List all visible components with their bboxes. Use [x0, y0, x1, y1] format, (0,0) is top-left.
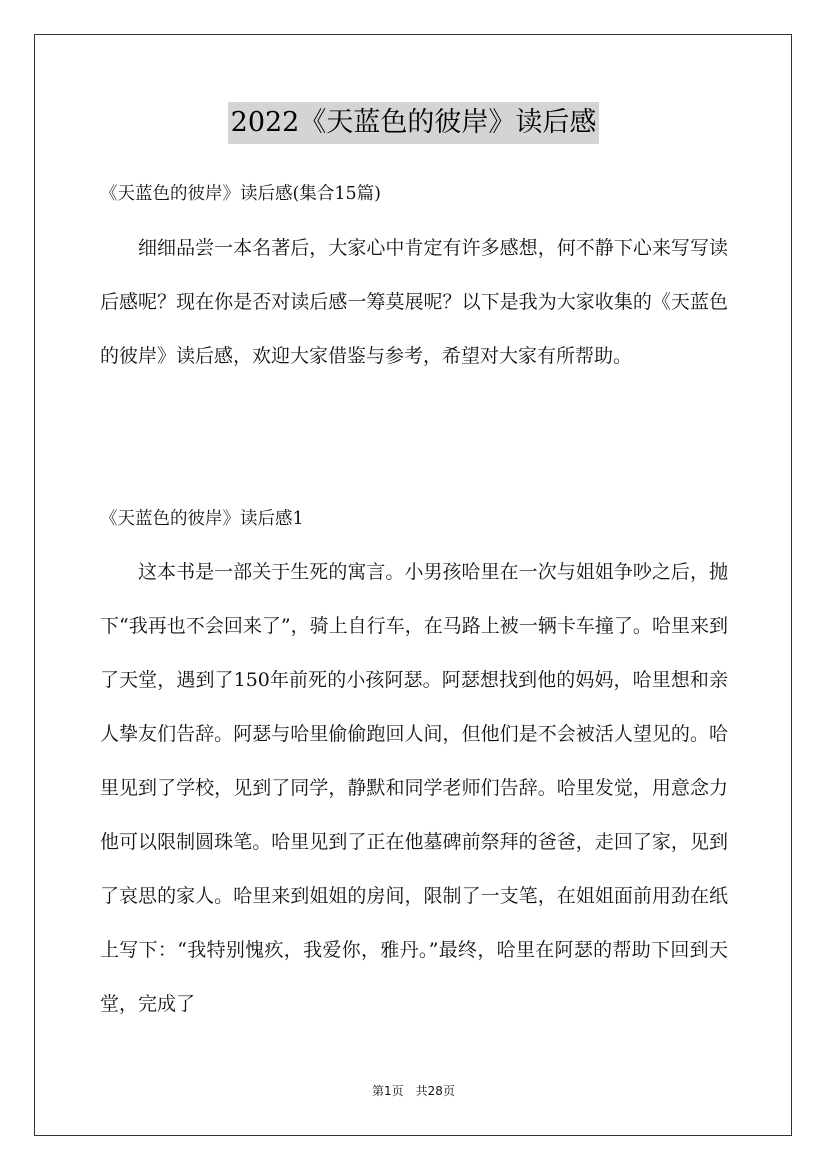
section-heading: 《天蓝色的彼岸》读后感1	[100, 509, 304, 529]
page-footer	[0, 1083, 827, 1099]
page-number: 第1页	[372, 1084, 404, 1098]
page-total: 共28页	[415, 1084, 455, 1098]
document-title: 2022《天蓝色的彼岸》读后感	[228, 102, 600, 144]
intro-paragraph: 细细品尝一本名著后，大家心中肯定有许多感想，何不静下心来写写读后感呢？现在你是否对读后感一筹莫展呢？以下是我为大家收集的《天蓝色的彼岸》读后感，欢迎大家借鉴与参考，希望对大家有所帮助。	[100, 237, 728, 367]
title-container	[0, 102, 827, 144]
document-subtitle: 《天蓝色的彼岸》读后感(集合15篇)	[100, 184, 381, 204]
section-body-paragraph: 这本书是一部关于生死的寓言。小男孩哈里在一次与姐姐争吵之后，抛下“我再也不会回来了”，骑上自行车，在马路上被一辆卡车撞了。哈里来到了天堂，遇到了150年前死的小孩阿瑟。阿瑟想找到他的妈妈，哈里想和亲人挚友们告辞。阿瑟与哈里偷偷跑回人间，但他们是不会被活人望见的。哈里见到了学校，见到了同学，静默和同学老师们告辞。哈里发觉，用意念力他可以限制圆珠笔。哈里见到了正在他墓碑前祭拜的爸爸，走回了家，见到了哀思的家人。哈里来到姐姐的房间，限制了一支笔，在姐姐面前用劲在纸上写下：“我特别愧疚，我爱你，雅丹。”最终，哈里在阿瑟的帮助下回到天堂，完成了	[100, 561, 728, 1015]
